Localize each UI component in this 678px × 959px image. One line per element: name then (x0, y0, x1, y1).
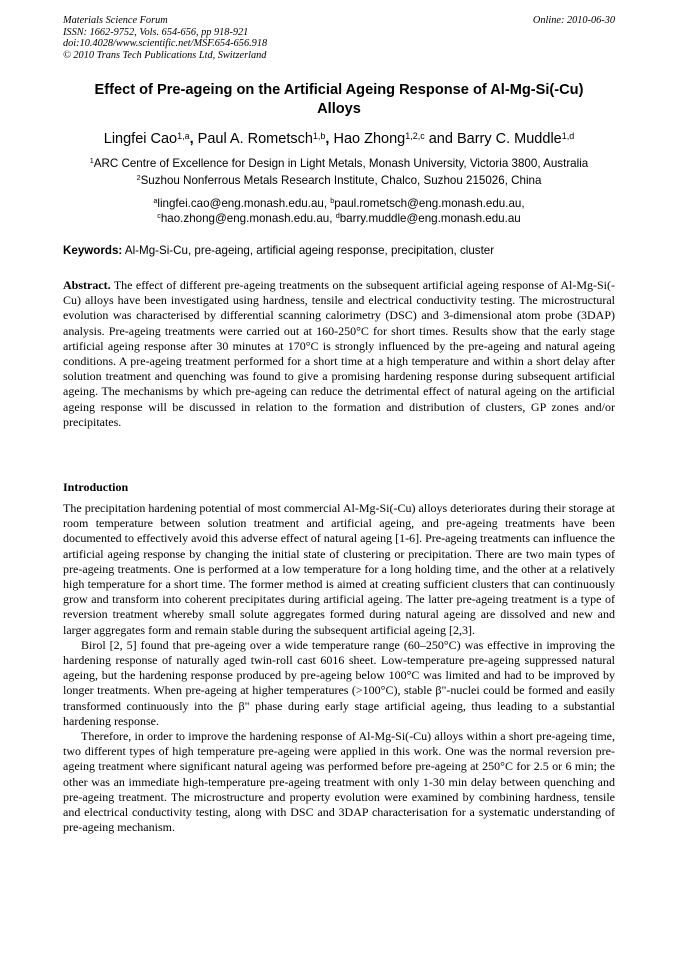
email-address: paul.rometsch@eng.monash.edu.au, (334, 197, 525, 210)
email-mark: b (330, 196, 335, 206)
author-separator: and (424, 131, 457, 147)
email-line-1 (63, 197, 615, 212)
author-name: Hao Zhong (333, 131, 406, 147)
author-emails (63, 197, 615, 226)
author-affiliation-mark: 1,d (561, 130, 575, 141)
paper-title (63, 81, 615, 119)
author-affiliation-mark: 1,2,c (405, 130, 425, 141)
paper-title-line-2: Alloys (317, 101, 361, 117)
paper-title-line-1: Effect of Pre-ageing on the Artificial Ageing Response of Al-Mg-Si(-Cu) (94, 82, 584, 98)
keywords (63, 244, 615, 258)
author-name: Barry C. Muddle (456, 131, 562, 147)
affiliation-text: Suzhou Nonferrous Metals Research Institute, Chalco, Suzhou 215026, China (140, 174, 542, 187)
author-name: Paul A. Rometsch (197, 131, 313, 147)
intro-paragraph-3: Therefore, in order to improve the hardening response of Al-Mg-Si(-Cu) alloys within a short pre-ageing time, two different types of high temperature pre-ageing were applied in this work. One was the normal reversion pre-ageing treatment where significant natural ageing was performed before pre-ageing at 250°C for 2.5 or 6 min; the other was an immediate high-temperature pre-ageing treatment with only 1-30 min delay between quenching and pre-ageing treatment. The microstructure and property evolution were examined by combining hardness, tensile and electrical conductivity testing, along with DSC and 3DAP characterisation for a systematic understanding of pre-ageing mechanism. (63, 729, 615, 835)
email-mark: d (335, 210, 340, 220)
intro-paragraph-2: Birol [2, 5] found that pre-ageing over a wide temperature range (60–250°C) was effective in improving the hardening response of naturally aged twin-roll cast 6016 sheet. Low-temperature pre-ageing suppressed natural ageing, but the hardening response produced by pre-ageing below 100°C was limited and had to be improved by longer treatments. When pre-ageing at higher temperatures (>100°C), stable β"-nuclei could be formed and easily transformed continuously into the β" phase during early stage artificial ageing, thus leading to a substantial hardening response. (63, 637, 615, 728)
affiliation-mark: 2 (136, 173, 141, 183)
section-heading-introduction: Introduction (63, 480, 129, 494)
email-address: barry.muddle@eng.monash.edu.au (339, 211, 521, 225)
keywords-text: Al-Mg-Si-Cu, pre-ageing, artificial ageing response, precipitation, cluster (122, 244, 495, 257)
doi-line: doi:10.4028/www.scientific.net/MSF.654-656.918 (63, 38, 268, 50)
intro-paragraph-1: The precipitation hardening potential of most commercial Al-Mg-Si(-Cu) alloys deteriorates during their storage at room temperature between solution treatment and artificial ageing, and pre-ageing treatments have been documented to effectively avoid this adverse effect of natural ageing [1-6]. Pre-ageing treatments can influence the artificial ageing response by changing the initial state of clustering or precipitation. There are two main types of pre-ageing treatments. One is performed at a low temperature for a long holding time, and the other at a relatively high temperature for a short time. The former method is aimed at creating sufficient clusters that can continuously grow and transform into coherent precipitates during artificial ageing. The latter pre-ageing treatment is a type of reversion treatment whereby small solute aggregates formed during natural ageing are dissolved and new and larger aggregates form and remain stable during the subsequent artificial ageing [2,3]. (63, 501, 615, 637)
author-name: Lingfei Cao (103, 131, 178, 147)
journal-name: Materials Science Forum (63, 15, 168, 26)
abstract (63, 278, 615, 430)
email-address: lingfei.cao@eng.monash.edu.au, (157, 197, 331, 210)
author-affiliation-mark: 1,a (177, 130, 190, 141)
copyright-line: © 2010 Trans Tech Publications Ltd, Switzerland (63, 49, 267, 61)
author-affiliation-mark: 1,b (312, 130, 326, 141)
keywords-label: Keywords: (63, 244, 123, 257)
affiliation-2 (63, 174, 615, 188)
abstract-label: Abstract. (63, 278, 111, 292)
introduction-body (63, 501, 615, 835)
author-list (63, 130, 615, 148)
affiliation-mark: 1 (89, 156, 94, 166)
email-mark: a (153, 196, 158, 206)
journal-header (63, 15, 615, 61)
author-separator: , (325, 131, 334, 147)
abstract-text: The effect of different pre-ageing treatments on the subsequent artificial ageing response of Al-Mg-Si(-Cu) alloys have been investigated using hardness, tensile and electrical conductivity testing. The microstructural evolution was characterised by differential scanning calorimetry (DSC) and 3-dimensional atom probe (3DAP) analysis. Pre-ageing treatments were carried out at 160-250°C for short times. Results show that the early stage artificial ageing response after 30 minutes at 170°C is strongly influenced by the pre-ageing and natural ageing conditions. A pre-ageing treatment performed for a short time at a high temperature and within a short delay after solution treatment and quenching was found to give a promising hardening response during subsequent artificial ageing. The mechanisms by which pre-ageing can reduce the detrimental effect of natural ageing on the artificial ageing response will be discussed in relation to the formation and distribution of clusters, GP zones and/or precipitates. (63, 278, 615, 429)
email-mark: c (157, 210, 161, 220)
email-line-2 (63, 212, 615, 227)
issn-line: ISSN: 1662-9752, Vols. 654-656, pp 918-921 (63, 26, 249, 38)
affiliation-1 (63, 157, 615, 171)
affiliation-text: ARC Centre of Excellence for Design in Light Metals, Monash University, Victoria 3800, Australia (93, 157, 589, 170)
email-address: hao.zhong@eng.monash.edu.au, (160, 211, 336, 225)
author-separator: , (189, 131, 198, 147)
online-date: Online: 2010-06-30 (532, 15, 615, 26)
